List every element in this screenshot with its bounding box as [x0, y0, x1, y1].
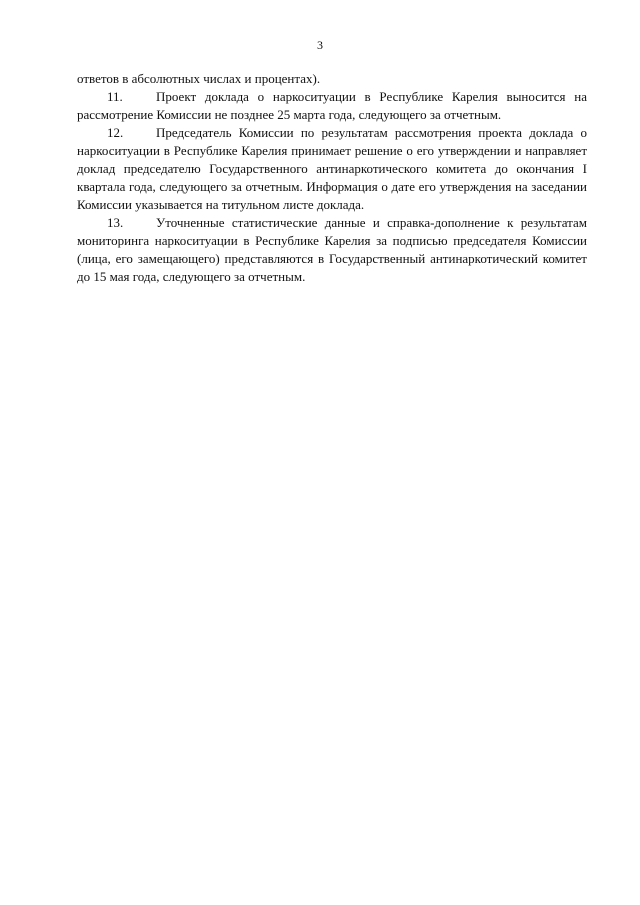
paragraph-text: Проект доклада о наркоситуации в Республике Карелия выносится на рассмотрение Комиссии не позднее 25 марта года, следующего за отчетным. [77, 89, 587, 122]
paragraph-text: ответов в абсолютных числах и процентах). [77, 71, 321, 86]
paragraph-continuation [77, 70, 587, 88]
paragraph-12 [77, 124, 587, 214]
paragraph-text: Уточненные статистические данные и справка-дополнение к результатам мониторинга наркоситуации в Республике Карелия за подписью председателя Комиссии (лица, его замещающего) представляются в Государственный антинаркотический комитет до 15 мая года, следующего за отчетным. [77, 215, 587, 284]
paragraph-number: 12. [107, 125, 124, 140]
paragraph-13 [77, 214, 587, 286]
page-number: 3 [317, 38, 323, 52]
paragraph-number: 13. [107, 215, 124, 230]
paragraph-number: 11. [107, 89, 123, 104]
paragraph-11 [77, 88, 587, 124]
document-body [77, 70, 587, 286]
paragraph-text: Председатель Комиссии по результатам рассмотрения проекта доклада о наркоситуации в Республике Карелия принимает решение о его утверждении и направляет доклад председателю Государственного антинаркотического комитета до окончания I квартала года, следующего за отчетным. Информация о дате его утверждения на заседании Комиссии указывается на титульном листе доклада. [77, 125, 587, 212]
